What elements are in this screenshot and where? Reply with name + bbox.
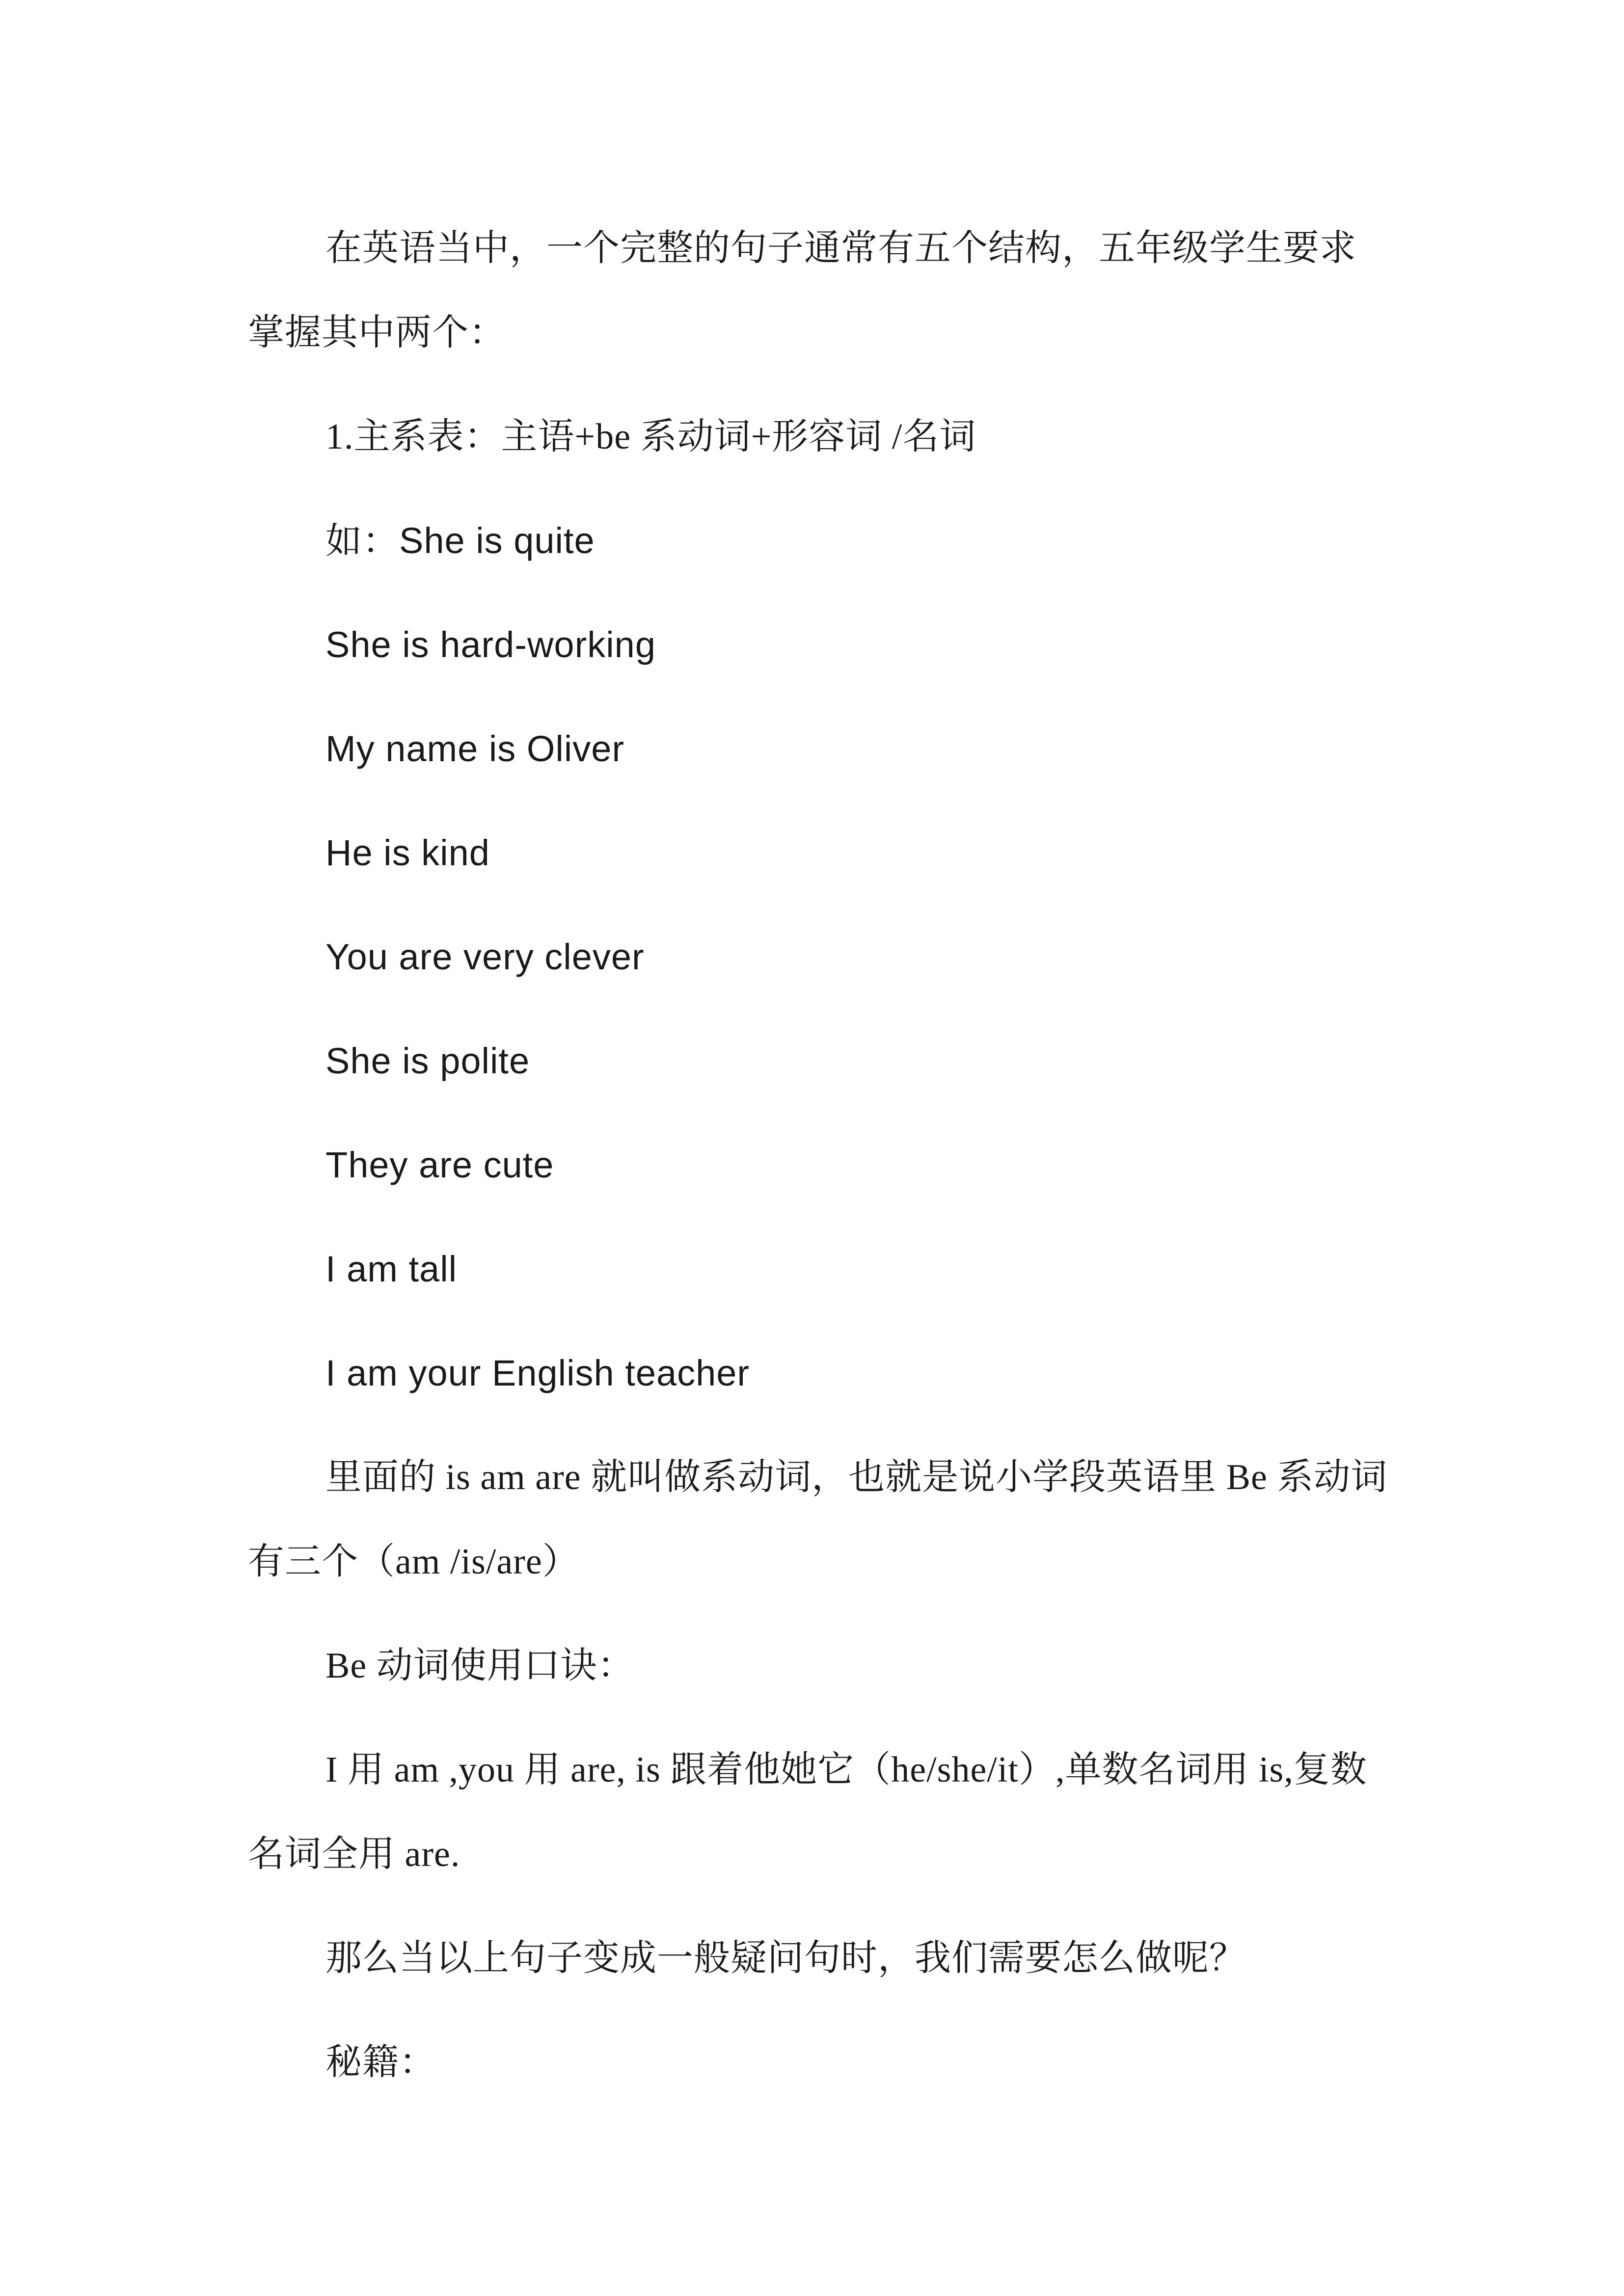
example-line: She is hard-working — [325, 624, 656, 665]
example-line: You are very clever — [325, 936, 645, 977]
question-paragraph: 那么当以上句子变成一般疑问句时，我们需要怎么做呢？ — [325, 1938, 1246, 1978]
example-line: He is kind — [325, 832, 490, 873]
tips-heading: 秘籍： — [325, 2042, 436, 2082]
example-line: 如：She is quite — [325, 520, 595, 561]
example-line: She is polite — [325, 1041, 530, 1081]
rhyme-heading: Be 动词使用口诀： — [325, 1646, 634, 1686]
linking-verb-paragraph: 里面的 is am are 就叫做系动词，也就是说小学段英语里 Be 系动词有三个（am /is/are） — [248, 1457, 1388, 1582]
document-page — [248, 206, 1392, 2124]
example-line: I am your English teacher — [325, 1353, 750, 1393]
rhyme-paragraph: I 用 am ,you 用 are, is 跟着他她它（he/she/it）,单数名词用 is,复数名词全用 are. — [248, 1750, 1367, 1874]
structure-heading: 1.主系表：主语+be 系动词+形容词 /名词 — [325, 417, 976, 457]
intro-paragraph: 在英语当中，一个完整的句子通常有五个结构，五年级学生要求掌握其中两个： — [248, 228, 1356, 353]
example-line: They are cute — [325, 1145, 554, 1185]
example-line: My name is Oliver — [325, 728, 625, 769]
example-line: I am tall — [325, 1249, 458, 1289]
